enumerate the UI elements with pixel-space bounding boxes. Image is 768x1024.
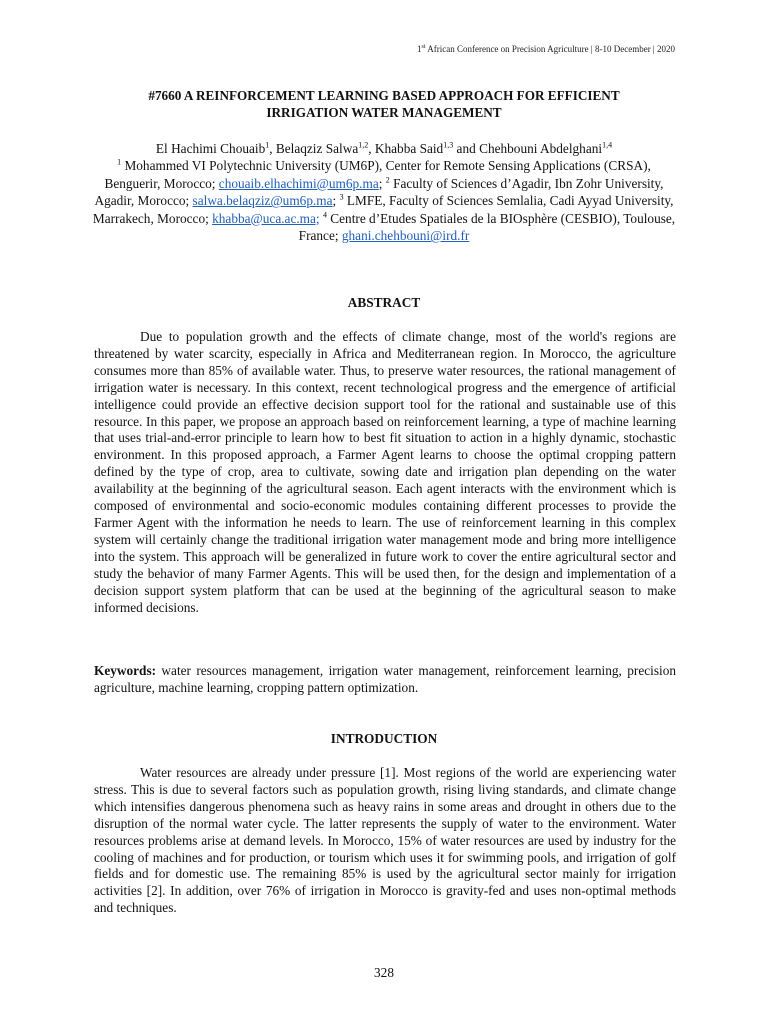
affiliation-text: Faculty of Sciences d’Agadir, Ibn Zohr University, Agadir, Morocco;: [94, 175, 664, 209]
author-name: Belaqziz Salwa: [275, 141, 359, 156]
affiliations: [92, 157, 676, 244]
conf-ordinal: 1: [416, 44, 422, 54]
email-link[interactable]: chouaib.elhachimi@um6p.ma: [218, 175, 379, 191]
abstract-heading: ABSTRACT: [347, 295, 421, 310]
author-separator: ,: [269, 141, 276, 156]
email-link[interactable]: salwa.belaqziz@um6p.ma: [192, 193, 333, 209]
author-affiliation: 1,3: [443, 140, 454, 150]
conf-header-text: African Conference on Precision Agriculture | 8-10 December | 2020: [427, 44, 675, 54]
author-separator: ,: [368, 141, 375, 156]
author-name: Khabba Said: [374, 141, 444, 156]
abstract-paragraph: [94, 329, 676, 616]
introduction-text: Water resources are already under pressure [1]. Most regions of the world are experiencing water stress. This is due to several factors such as population growth, rising living standards, and climate change which intensifies dangerous phenomena such as heavy rains in some areas and drought in others due to the disruption of the normal water cycle. The latter represents the supply of water to the environment. Water resources problems arise at demand levels. In Morocco, 15% of water resources are used by industry for the cooling of machines and for production, or tourism which uses it for swimming pools, and irrigation of golf fields and for domestic use. The remaining 85% is used by the agricultural sector mainly for irrigation activities [2]. In addition, over 76% of irrigation in Morocco is gravity-fed and uses non-optimal methods and techniques.: [94, 765, 676, 916]
author-name: Chehbouni Abdelghani: [479, 141, 603, 156]
author-name: El Hachimi Chouaib: [155, 141, 266, 156]
title-line-1: #7660 A REINFORCEMENT LEARNING BASED APPROACH FOR EFFICIENT: [148, 88, 620, 103]
author-affiliation: 1,2: [358, 140, 369, 150]
keywords-label: Keywords:: [94, 663, 157, 678]
conf-ordinal-suffix: st: [421, 44, 426, 50]
introduction-heading: INTRODUCTION: [330, 731, 438, 746]
affiliation-number: 2: [385, 175, 390, 185]
introduction-paragraph: [94, 765, 676, 917]
affiliation-separator: ;: [332, 193, 340, 209]
author-list: [92, 140, 676, 157]
keywords-text: water resources management, irrigation water management, reinforcement learning, precision agriculture, machine learning, cropping pattern optimization.: [94, 663, 676, 695]
affiliation-separator: ;: [378, 175, 386, 191]
title-line-2: IRRIGATION WATER MANAGEMENT: [266, 105, 502, 120]
authors-block: [92, 140, 676, 244]
affiliation-text: LMFE, Faculty of Sciences Semlalia, Cadi Ayyad University, Marrakech, Morocco;: [92, 193, 674, 226]
author-separator: and: [453, 141, 480, 156]
affiliation-number: 4: [322, 210, 327, 220]
page-number: 328: [374, 965, 394, 980]
affiliation-text: Centre d’Etudes Spatiales de la BIOsphère (CESBIO), Toulouse, France;: [298, 210, 676, 244]
author-affiliation: 1,4: [602, 140, 613, 150]
affiliation-number: 3: [339, 192, 344, 202]
affiliation-number: 1: [117, 157, 122, 167]
email-link[interactable]: ghani.chehbouni@ird.fr: [341, 228, 470, 244]
author-affiliation: 1: [265, 140, 270, 150]
running-header: [417, 43, 675, 55]
email-link[interactable]: khabba@uca.ac.ma;: [212, 210, 320, 226]
affiliation-text: Mohammed VI Polytechnic University (UM6P), Center for Remote Sensing Applications (CRSA), Benguerir, Morocco;: [104, 158, 651, 191]
paper-title: [92, 87, 676, 121]
abstract-text: Due to population growth and the effects of climate change, most of the world's regions are threatened by water scarcity, especially in Africa and Mediterranean region. In Morocco, the agriculture consumes more than 85% of available water. Thus, to preserve water resources, the rational management of irrigation water is necessary. In this context, recent technological progress and the emergence of artificial intelligence could provide an effective decision support tool for the rational and sustainable use of this resource. In this paper, we propose an approach based on reinforcement learning, a type of machine learning that uses trial-and-error principle to learn how to best fit situation to action in a highly dynamic, stochastic environment. In this proposed approach, a Farmer Agent learns to choose the optimal cropping pattern defined by the type of crop, area to cultivate, sowing date and irrigation plan depending on the water availability at the beginning of the agricultural season. Each agent interacts with the environment which is composed of environmental and socio-economic modules containing different processes to provide the Farmer Agent with the information he needs to learn. The use of reinforcement learning in this complex system will certainly change the traditional irrigation water management mode and bring more intelligence into the system. This approach will be generalized in future work to cover the entire agricultural sector and study the behavior of many Farmer Agents. This will be used then, for the design and implementation of a decision support system platform that can be used at the beginning of the agricultural season to make informed decisions.: [94, 329, 676, 615]
keywords-paragraph: [94, 663, 676, 697]
